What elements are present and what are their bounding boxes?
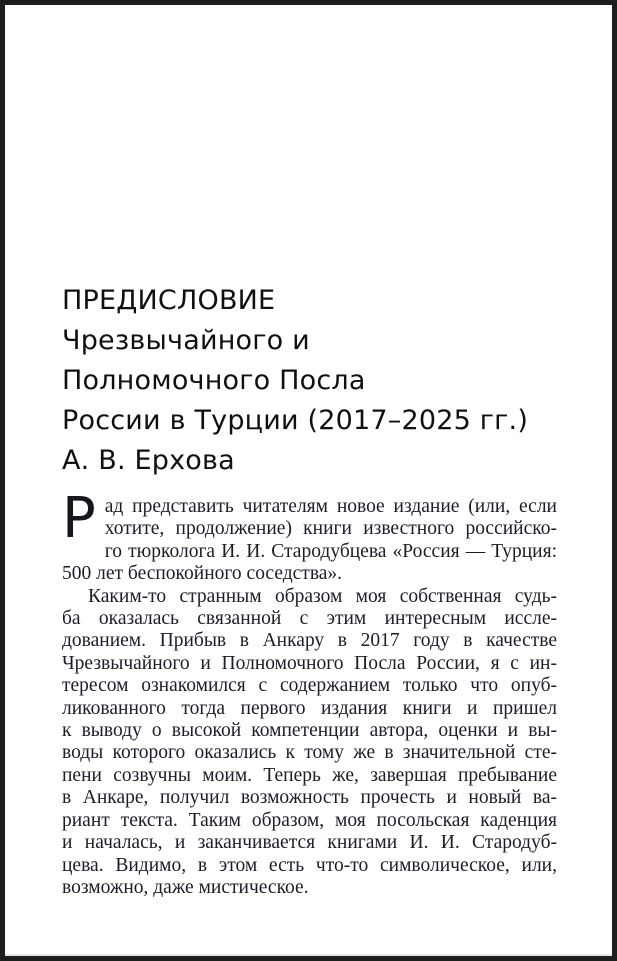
title-line: ПРЕДИСЛОВИЕ: [62, 285, 276, 316]
paragraph: [62, 586, 557, 900]
page-content: [5, 5, 612, 899]
text-line: Каким-то странным образом моя собственная судь-: [88, 585, 557, 607]
drop-cap: Р: [62, 486, 96, 551]
text-line: и началась, и заканчивается книгами И. И. Стародуб-: [62, 832, 557, 854]
text-line: Чрезвычайного и Полномочного Посла России, я с ин-: [62, 652, 557, 674]
chapter-title: [62, 281, 557, 481]
text-line: ад представить читателям новое издание (или, если: [104, 496, 557, 517]
title-line: Чрезвычайного и: [62, 325, 310, 356]
text-line: пени созвучны моим. Теперь же, завершая пребывание: [62, 764, 557, 786]
text-line: риант текста. Таким образом, моя посольская каденция: [62, 809, 557, 831]
text-line: дованием. Прибыв в Анкару в 2017 году в качестве: [62, 630, 557, 652]
text-line: возможно, даже мистическое.: [62, 876, 309, 898]
title-line: Полномочного Посла: [62, 365, 366, 396]
text-line: воды которого оказались к тому же в значительной сте-: [62, 742, 557, 764]
text-line: цева. Видимо, в этом есть что-то символическое, или,: [62, 854, 557, 876]
title-line: А. В. Ерхова: [62, 445, 235, 476]
text-line: го тюрколога И. И. Стародубцева «Россия — Турция:: [104, 540, 557, 562]
text-line: ба оказалась связанной с этим интересным иссле-: [62, 608, 557, 630]
text-line: тересом ознакомился с содержанием только что опуб-: [62, 675, 557, 697]
body-text: [62, 486, 557, 899]
title-line: России в Турции (2017–2025 гг.): [62, 405, 529, 436]
text-line: ликованного тогда первого издания книги и пришел: [62, 697, 557, 719]
paragraph: [62, 486, 557, 586]
text-line: к выводу о высокой компетенции автора, оценки и вы-: [62, 720, 557, 742]
text-line: хотите, продолжение) книги известного российско-: [104, 518, 557, 540]
text-line: 500 лет беспокойного соседства».: [62, 563, 343, 585]
text-line: в Анкаре, получил возможность прочесть и новый ва-: [62, 787, 557, 809]
